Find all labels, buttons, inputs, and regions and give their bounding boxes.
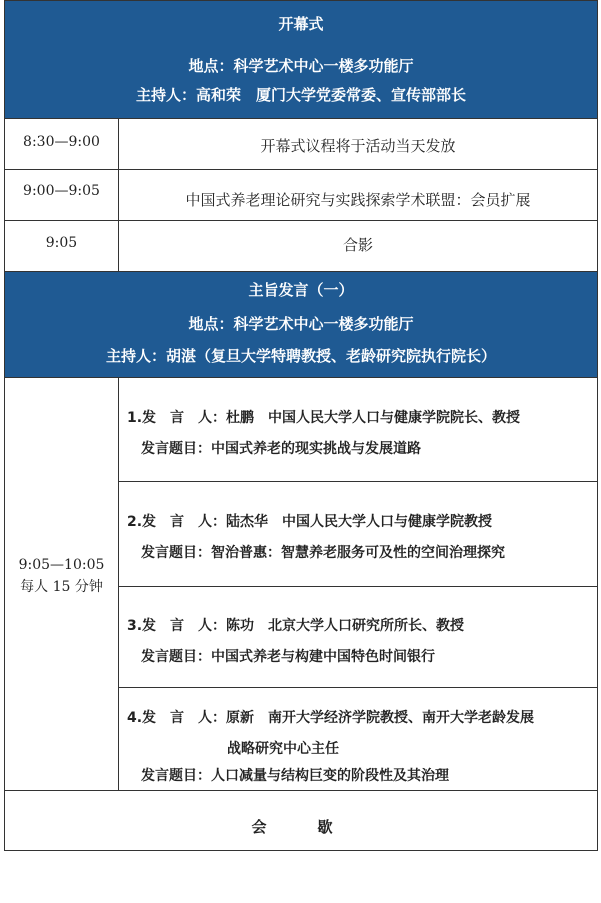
- speaker-divider: [118, 586, 598, 587]
- speaker-line: 2.发 言 人：陆杰华 中国人民大学人口与健康学院教授: [127, 514, 493, 530]
- speaker-topic: 发言题目：智治普惠：智慧养老服务可及性的空间治理探究: [141, 545, 505, 561]
- keynote-venue: 地点：科学艺术中心一楼多功能厅: [188, 315, 414, 333]
- row-divider: [5, 169, 597, 170]
- row-divider: [5, 220, 597, 221]
- speaker-line-continued: 战略研究中心主任: [227, 741, 339, 757]
- agenda-table: [4, 0, 598, 851]
- speaker-topic: 发言题目：中国式养老的现实挑战与发展道路: [141, 441, 421, 457]
- row-time: 9:05: [45, 235, 78, 251]
- speaker-topic: 发言题目：中国式养老与构建中国特色时间银行: [141, 649, 435, 665]
- keynote-time-cell: [5, 554, 118, 598]
- keynote-host: 主持人：胡湛（复旦大学特聘教授、老龄研究院执行院长）: [105, 347, 496, 365]
- opening-header: [5, 1, 597, 119]
- row-desc: 合影: [342, 236, 373, 254]
- speaker-line: 1.发 言 人：杜鹏 中国人民大学人口与健康学院院长、教授: [127, 410, 521, 426]
- speaker-line: 3.发 言 人：陈功 北京大学人口研究所所长、教授: [127, 618, 465, 634]
- row-time: 9:00—9:05: [23, 183, 100, 199]
- opening-title: 开幕式: [278, 15, 324, 33]
- row-time: 8:30—9:00: [23, 134, 100, 150]
- speaker-line: 4.发 言 人：原新 南开大学经济学院教授、南开大学老龄发展: [127, 710, 535, 726]
- speaker-divider: [118, 481, 598, 482]
- opening-venue: 地点：科学艺术中心一楼多功能厅: [188, 57, 414, 75]
- speaker-topic: 发言题目：人口减量与结构巨变的阶段性及其治理: [141, 768, 449, 784]
- opening-host: 主持人：高和荣 厦门大学党委常委、宣传部部长: [135, 86, 466, 104]
- closing-label: 会 歇: [251, 818, 351, 836]
- row-desc: 开幕式议程将于活动当天发放: [260, 137, 456, 155]
- keynote-time-range: 9:05—10:05: [18, 557, 105, 573]
- row-desc: 中国式养老理论研究与实践探索学术联盟：会员扩展: [185, 191, 531, 209]
- keynote-time-note: 每人 15 分钟: [20, 579, 103, 595]
- keynote-header: [5, 271, 597, 378]
- row-divider: [5, 790, 597, 791]
- column-divider: [118, 378, 119, 790]
- speaker-divider: [118, 687, 598, 688]
- keynote-title: 主旨发言（一）: [248, 281, 354, 299]
